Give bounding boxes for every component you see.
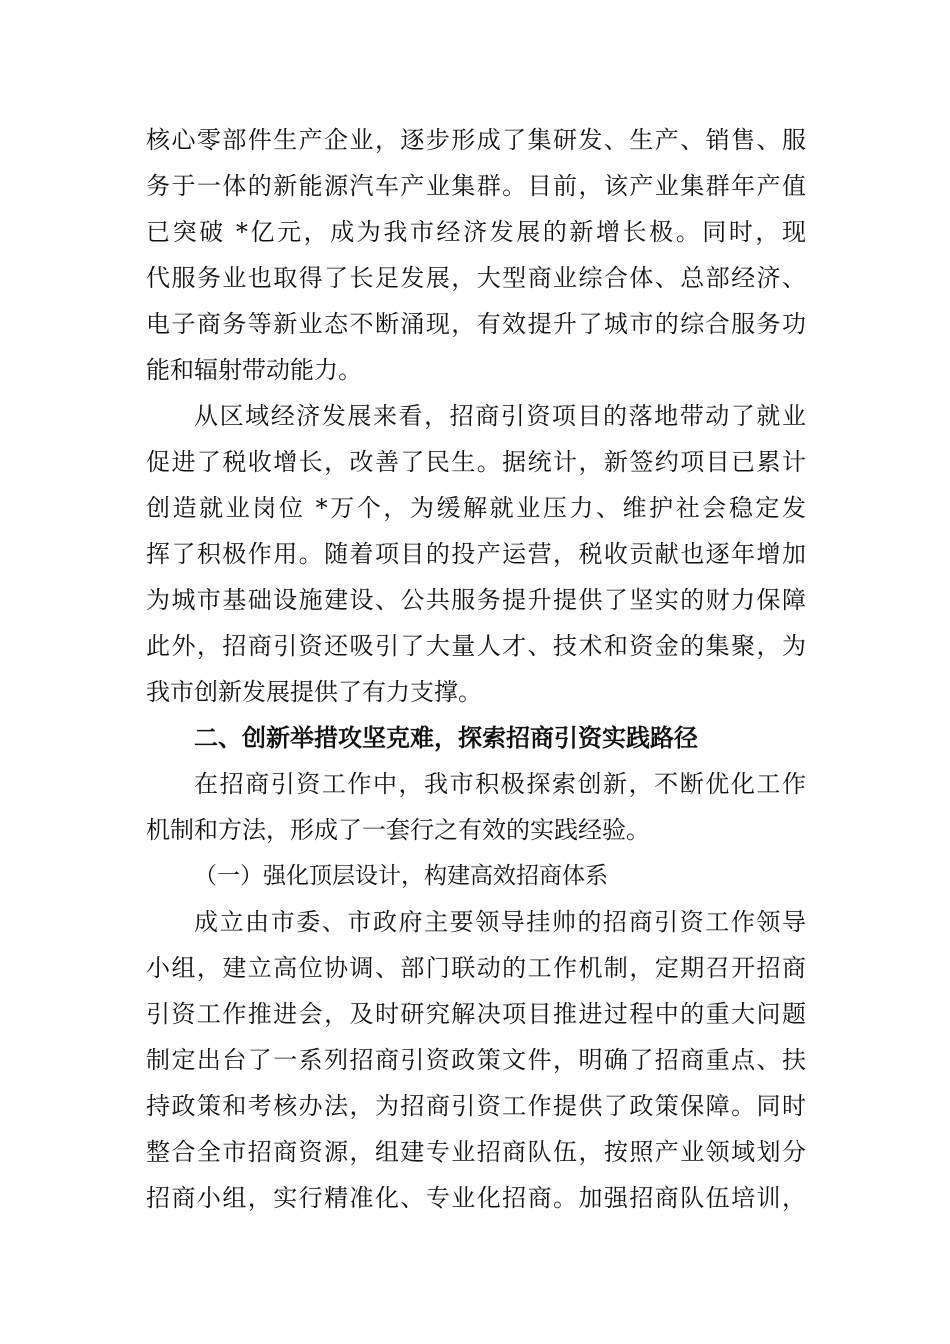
text-line: 代服务业也取得了长足发展，大型商业综合体、总部经济、 bbox=[146, 264, 806, 292]
section-heading: 二、创新举措攻坚克难，探索招商引资实践路径 bbox=[194, 724, 698, 752]
text-line: 在招商引资工作中，我市积极探索创新，不断优化工作 bbox=[194, 770, 806, 798]
text-line: 持政策和考核办法，为招商引资工作提供了政策保障。同时 bbox=[146, 1092, 806, 1120]
text-line: 务于一体的新能源汽车产业集群。目前，该产业集群年产值 bbox=[146, 172, 806, 200]
text-line: 创造就业岗位 *万个，为缓解就业压力、维护社会稳定发 bbox=[146, 494, 806, 522]
text-line: 已突破 *亿元，成为我市经济发展的新增长极。同时，现 bbox=[146, 218, 806, 246]
text-line: 挥了积极作用。随着项目的投产运营，税收贡献也逐年增加 bbox=[146, 540, 806, 568]
text-line: 引资工作推进会，及时研究解决项目推进过程中的重大问题 bbox=[146, 1000, 806, 1028]
subsection-heading: （一）强化顶层设计，构建高效招商体系 bbox=[194, 863, 608, 889]
text-line: 招商小组，实行精准化、专业化招商。加强招商队伍培训， bbox=[146, 1184, 806, 1212]
text-line: 能和辐射带动能力。 bbox=[146, 356, 362, 384]
text-line: 我市创新发展提供了有力支撑。 bbox=[146, 678, 482, 706]
text-line: 核心零部件生产企业，逐步形成了集研发、生产、销售、服 bbox=[146, 126, 806, 154]
text-line: 为城市基础设施建设、公共服务提升提供了坚实的财力保障 bbox=[146, 586, 806, 614]
text-line: 促进了税收增长，改善了民生。据统计，新签约项目已累计 bbox=[146, 448, 806, 476]
text-line: 电子商务等新业态不断涌现，有效提升了城市的综合服务功 bbox=[146, 310, 806, 338]
text-line: 从区域经济发展来看，招商引资项目的落地带动了就业 bbox=[194, 402, 806, 430]
text-line: 机制和方法，形成了一套行之有效的实践经验。 bbox=[146, 816, 650, 844]
text-line: 成立由市委、市政府主要领导挂帅的招商引资工作领导 bbox=[194, 908, 806, 936]
text-line: 小组，建立高位协调、部门联动的工作机制，定期召开招商 bbox=[146, 954, 806, 982]
text-line: 制定出台了一系列招商引资政策文件，明确了招商重点、扶 bbox=[146, 1046, 806, 1074]
text-line: 整合全市招商资源，组建专业招商队伍，按照产业领域划分 bbox=[146, 1138, 806, 1166]
text-line: 此外，招商引资还吸引了大量人才、技术和资金的集聚，为 bbox=[146, 632, 806, 660]
